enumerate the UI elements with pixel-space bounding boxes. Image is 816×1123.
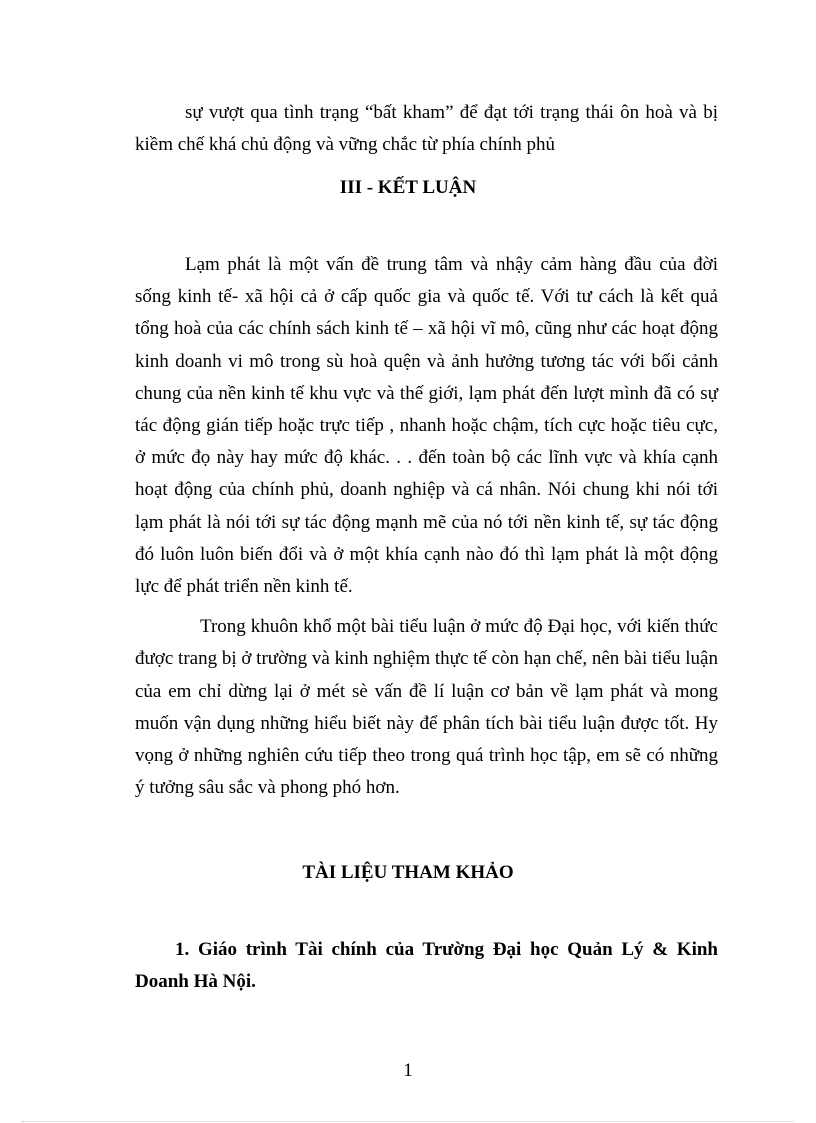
intro-paragraph: sự vượt qua tình trạng “bất kham” để đạt tới trạng thái ôn hoà và bị kiềm chế khá chủ động và vững chắc từ phía chính phủ bbox=[135, 102, 718, 156]
conclusion-heading: III - KẾT LUẬN bbox=[339, 177, 477, 198]
references-list bbox=[135, 934, 718, 998]
conclusion-section bbox=[135, 249, 718, 804]
conclusion-paragraph-1: Lạm phát là một vấn đề trung tâm và nhậy cảm hàng đầu của đời sống kinh tế- xã hội cả ở cấp quốc gia và quốc tế. Với tư cách là kết quả tổng hoà của các chính sách kinh tế – xã hội vĩ mô, cũng như các hoạt động kinh doanh vi mô trong sù hoà quện và ảnh hưởng tương tác với bối cảnh chung của nền kinh tế khu vực và thế giới, lạm phát đến lượt mình đã có sự tác động gián tiếp hoặc trực tiếp , nhanh hoặc chậm, tích cực hoặc tiêu cực, ở mức đọ này hay mức độ khác. . . đến toàn bộ các lĩnh vực và khía cạnh hoạt động của chính phủ, doanh nghiệp và cá nhân. Nói chung khi nói tới lạm phát là nói tới sự tác động mạnh mẽ của nó tới nền kinh tế, sự tác động đó luôn luôn biến đổi và ở một khía cạnh nào đó thì lạm phát là một động lực để phát triển nền kinh tế. bbox=[135, 254, 718, 598]
page-number: 1 bbox=[403, 1060, 413, 1081]
intro-section bbox=[135, 97, 718, 161]
page-bottom-divider bbox=[22, 1121, 794, 1122]
reference-item: 1. Giáo trình Tài chính của Trường Đại học Quản Lý & Kinh Doanh Hà Nội. bbox=[135, 939, 718, 993]
conclusion-paragraph-2: Trong khuôn khổ một bài tiểu luận ở mức độ Đại học, với kiến thức được trang bị ở trường và kinh nghiệm thực tế còn hạn chế, nên bài tiểu luận của em chỉ dừng lại ở mét sè vấn đề lí luận cơ bản về lạm phát và mong muốn vận dụng những hiểu biết này để phân tích bài tiểu luận được tốt. Hy vọng ở những nghiên cứu tiếp theo trong quá trình học tập, em sẽ có những ý tưởng sâu sắc và phong phó hơn. bbox=[135, 616, 718, 799]
references-heading: TÀI LIỆU THAM KHẢO bbox=[302, 862, 514, 883]
